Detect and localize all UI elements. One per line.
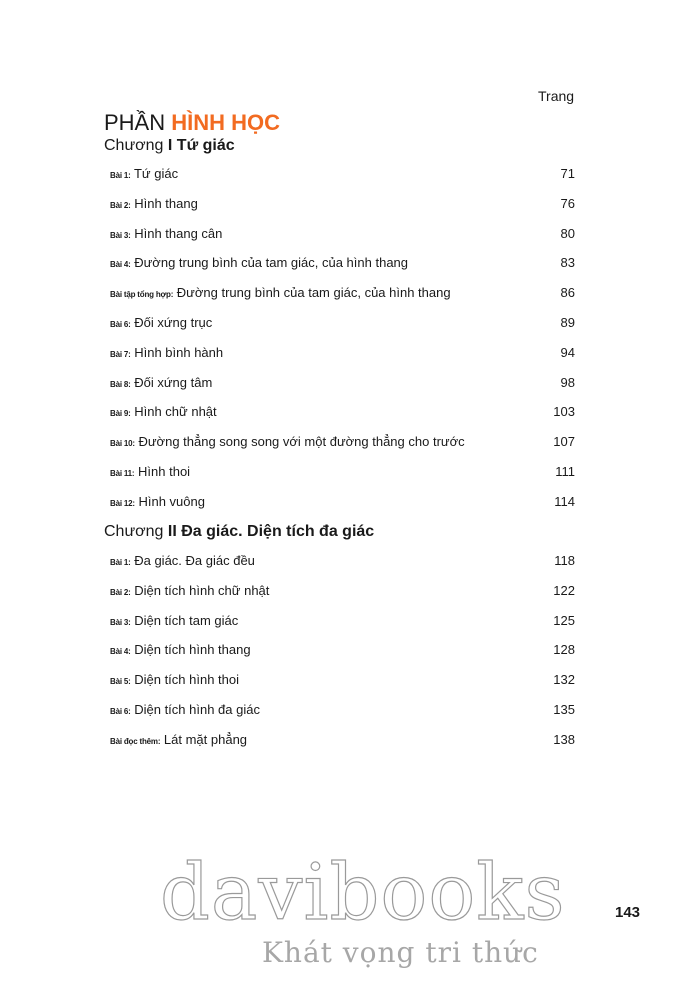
toc-entry: [110, 702, 575, 722]
toc-entry: [110, 732, 575, 752]
toc-entry-title: Hình chữ nhật: [134, 404, 217, 420]
toc-entry: [110, 642, 575, 662]
toc-entry-page: 107: [553, 434, 575, 450]
toc-entry: [110, 226, 575, 246]
toc-entry-title: Đa giác. Đa giác đều: [134, 553, 255, 568]
part-highlight: HÌNH HỌC: [171, 110, 281, 135]
toc-entry: [110, 404, 575, 424]
toc-entry-page: 111: [555, 464, 575, 479]
toc-entry: [110, 613, 575, 633]
toc-entry-page: 89: [560, 315, 575, 330]
toc-entry-page: 118: [554, 553, 575, 568]
toc-entry-label: Bài 6:: [110, 320, 131, 329]
toc-entry-page: 103: [553, 404, 575, 420]
toc-entry-label: Bài 1:: [110, 171, 131, 180]
part-prefix: PHẦN: [104, 110, 166, 135]
toc-entry: [110, 315, 575, 335]
chapter-1-title: I Tứ giác: [167, 137, 235, 154]
toc-entry-label: Bài 8:: [110, 379, 131, 389]
toc-entry-page: 71: [560, 166, 575, 181]
toc-entry-title: Đối xứng trục: [134, 315, 213, 330]
toc-entry-label: Bài 9:: [110, 409, 131, 419]
toc-entry-title: Diện tích tam giác: [134, 612, 239, 628]
toc-entry-title: Diện tích hình đa giác: [134, 702, 260, 717]
toc-entry-title: Hình bình hành: [134, 344, 224, 360]
toc-entry-page: 76: [560, 195, 575, 211]
toc-entry-label: Bài đọc thêm:: [110, 736, 161, 746]
chapter-2-prefix: Chương: [104, 523, 164, 540]
watermark-slogan: Khát vọng tri thức: [262, 936, 539, 969]
toc-entry-title: Đường trung bình của tam giác, của hình thang: [134, 255, 409, 271]
toc-entry-label: Bài 11:: [110, 469, 135, 478]
toc-entry: [110, 375, 575, 395]
toc-entry: [110, 285, 575, 305]
toc-entry-label: Bài tập tổng hợp:: [110, 290, 174, 300]
toc-entry-title: Đường trung bình của tam giác, của hình thang: [176, 285, 451, 301]
toc-entry-title: Hình thang: [134, 195, 198, 211]
chapter-2-heading: [104, 523, 374, 541]
toc-entry-page: 94: [560, 344, 575, 360]
toc-entry-label: Bài 1:: [110, 558, 131, 567]
toc-entry-page: 135: [553, 702, 575, 717]
toc-entry-label: Bài 10:: [110, 439, 135, 449]
toc-entry-label: Bài 4:: [110, 647, 131, 657]
toc-entry-label: Bài 7:: [110, 349, 131, 359]
toc-entry-title: Hình thang cân: [134, 225, 223, 241]
toc-entry-label: Bài 12:: [110, 498, 135, 508]
toc-entry-page: 114: [554, 493, 575, 509]
toc-entry-page: 132: [553, 672, 575, 688]
toc-entry-title: Đối xứng tâm: [134, 374, 213, 390]
toc-entry-label: Bài 2:: [110, 200, 131, 210]
toc-entry: [110, 345, 575, 365]
toc-entry: [110, 434, 575, 454]
toc-entry-label: Bài 5:: [110, 677, 131, 687]
toc-entry-page: 80: [560, 225, 575, 241]
page-column-label: Trang: [538, 88, 575, 104]
toc-entry-page: 128: [553, 642, 575, 658]
toc-entry-title: Hình vuông: [138, 493, 205, 509]
page-number: 143: [615, 904, 641, 921]
toc-entry: [110, 553, 575, 573]
toc-entry-title: Diện tích hình chữ nhật: [134, 582, 270, 598]
toc-entry-page: 125: [553, 612, 575, 628]
toc-entry-title: Lát mặt phẳng: [163, 731, 248, 747]
toc-entry-label: Bài 4:: [110, 260, 131, 270]
toc-entry-label: Bài 3:: [110, 230, 131, 240]
toc-entry: [110, 166, 575, 186]
toc-entry-title: Đường thẳng song song với một đường thẳng cho trước: [138, 434, 465, 450]
toc-entry-title: Tứ giác: [133, 166, 179, 181]
chapter-1-prefix: Chương: [104, 137, 164, 154]
toc-entry-title: Diện tích hình thoi: [134, 672, 240, 688]
toc-entry: [110, 583, 575, 603]
toc-entry: [110, 672, 575, 692]
part-title: [104, 110, 280, 136]
chapter-1-heading: [104, 137, 235, 155]
toc-entry-page: 138: [553, 731, 575, 747]
toc-entry: [110, 464, 575, 484]
toc-entry-page: 98: [560, 374, 575, 390]
watermark-brand: davibooks: [160, 848, 566, 938]
toc-entry: [110, 494, 575, 514]
toc-entry-label: Bài 3:: [110, 617, 131, 627]
toc-entry-title: Diện tích hình thang: [134, 642, 251, 658]
toc-entry-page: 122: [553, 582, 575, 598]
toc-entry-page: 83: [560, 255, 575, 271]
toc-entry-title: Hình thoi: [138, 464, 191, 479]
toc-entry-label: Bài 2:: [110, 587, 131, 597]
toc-entry-page: 86: [560, 285, 575, 301]
chapter-2-title: II Đa giác. Diện tích đa giác: [167, 523, 375, 540]
toc-entry-label: Bài 6:: [110, 707, 131, 716]
toc-entry: [110, 196, 575, 216]
toc-entry: [110, 255, 575, 275]
